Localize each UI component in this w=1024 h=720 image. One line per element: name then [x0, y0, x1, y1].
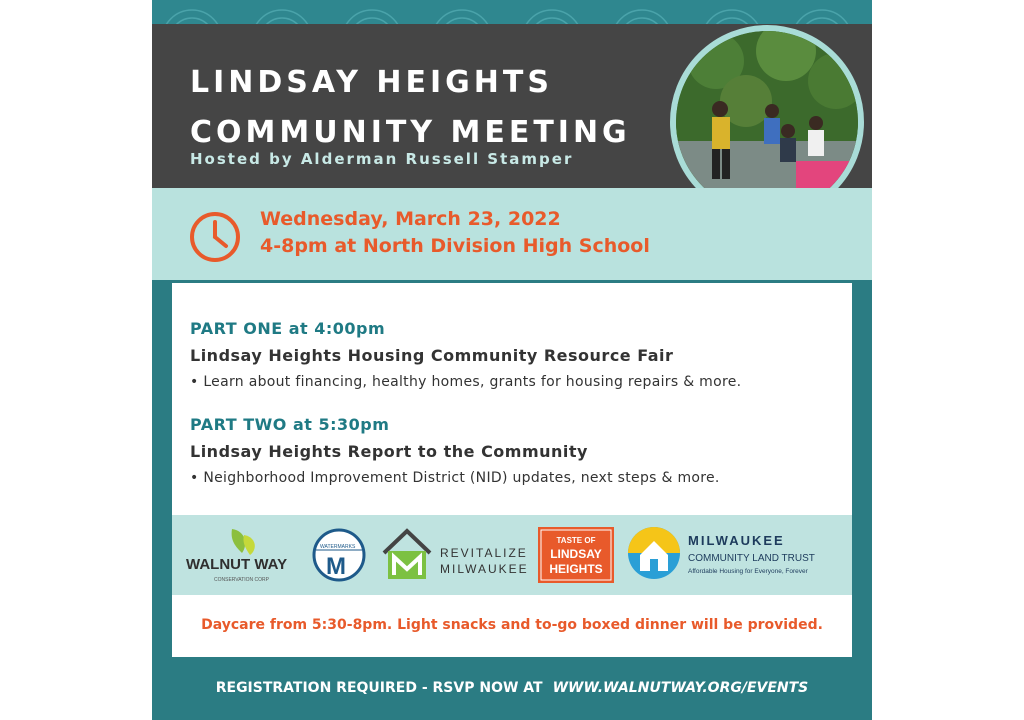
agenda-card: [172, 283, 852, 515]
bullet-dot: •: [190, 470, 204, 486]
host-subtitle: Hosted by Alderman Russell Stamper: [190, 150, 574, 168]
land-trust-line-2: COMMUNITY LAND TRUST: [688, 553, 815, 564]
part-one-title: Lindsay Heights Housing Community Resource Fair: [190, 346, 674, 365]
revitalize-line-2: MILWAUKEE: [440, 562, 529, 576]
part-one-bullet-text: Learn about financing, healthy homes, grants for housing repairs & more.: [203, 374, 742, 390]
event-time-location: 4-8pm at North Division High School: [260, 235, 650, 257]
part-two-bullet: [190, 470, 720, 486]
part-two-heading: PART TWO at 5:30pm: [190, 415, 390, 434]
taste-of-lindsay-heights-logo: [538, 527, 614, 583]
title-line-2: COMMUNITY MEETING: [190, 115, 631, 150]
walnut-way-logo: [186, 525, 302, 587]
part-two-title: Lindsay Heights Report to the Community: [190, 442, 588, 461]
title-line-1: LINDSAY HEIGHTS: [190, 65, 553, 100]
part-two-bullet-text: Neighborhood Improvement District (NID) updates, next steps & more.: [203, 470, 720, 486]
event-date: Wednesday, March 23, 2022: [260, 208, 561, 230]
page-title: [190, 58, 631, 158]
part-one-bullet: [190, 374, 741, 390]
partner-logos: [172, 515, 852, 595]
note-band: [172, 595, 852, 657]
revitalize-milwaukee-logo: [382, 527, 532, 583]
watermarks-letter: M: [326, 553, 346, 580]
watermarks-logo: [312, 528, 366, 582]
taste-line-1: TASTE OF: [556, 536, 596, 545]
date-band: [152, 188, 872, 280]
flyer: [152, 0, 872, 720]
land-trust-line-1: MILWAUKEE: [688, 533, 785, 548]
part-one-heading: PART ONE at 4:00pm: [190, 319, 386, 338]
registration-footer: [152, 680, 872, 696]
bullet-dot: •: [190, 374, 204, 390]
land-trust-tagline: Affordable Housing for Everyone, Forever: [688, 568, 808, 575]
watermarks-name: WATERMARKS: [320, 544, 356, 550]
taste-line-3: HEIGHTS: [549, 562, 603, 576]
milwaukee-community-land-trust-logo: [626, 523, 840, 587]
decorative-arc-band: [152, 0, 872, 24]
revitalize-line-1: REVITALIZE: [440, 546, 528, 560]
taste-line-2: LINDSAY: [550, 547, 602, 561]
registration-label: REGISTRATION REQUIRED - RSVP NOW AT: [215, 680, 543, 696]
clock-icon: [188, 210, 242, 268]
walnut-way-name: WALNUT WAY: [186, 556, 288, 573]
rsvp-link[interactable]: WWW.WALNUTWAY.ORG/EVENTS: [552, 680, 809, 696]
walnut-way-sub: CONSERVATION CORP: [214, 577, 270, 583]
daycare-note: Daycare from 5:30-8pm. Light snacks and to-go boxed dinner will be provided.: [201, 617, 823, 633]
